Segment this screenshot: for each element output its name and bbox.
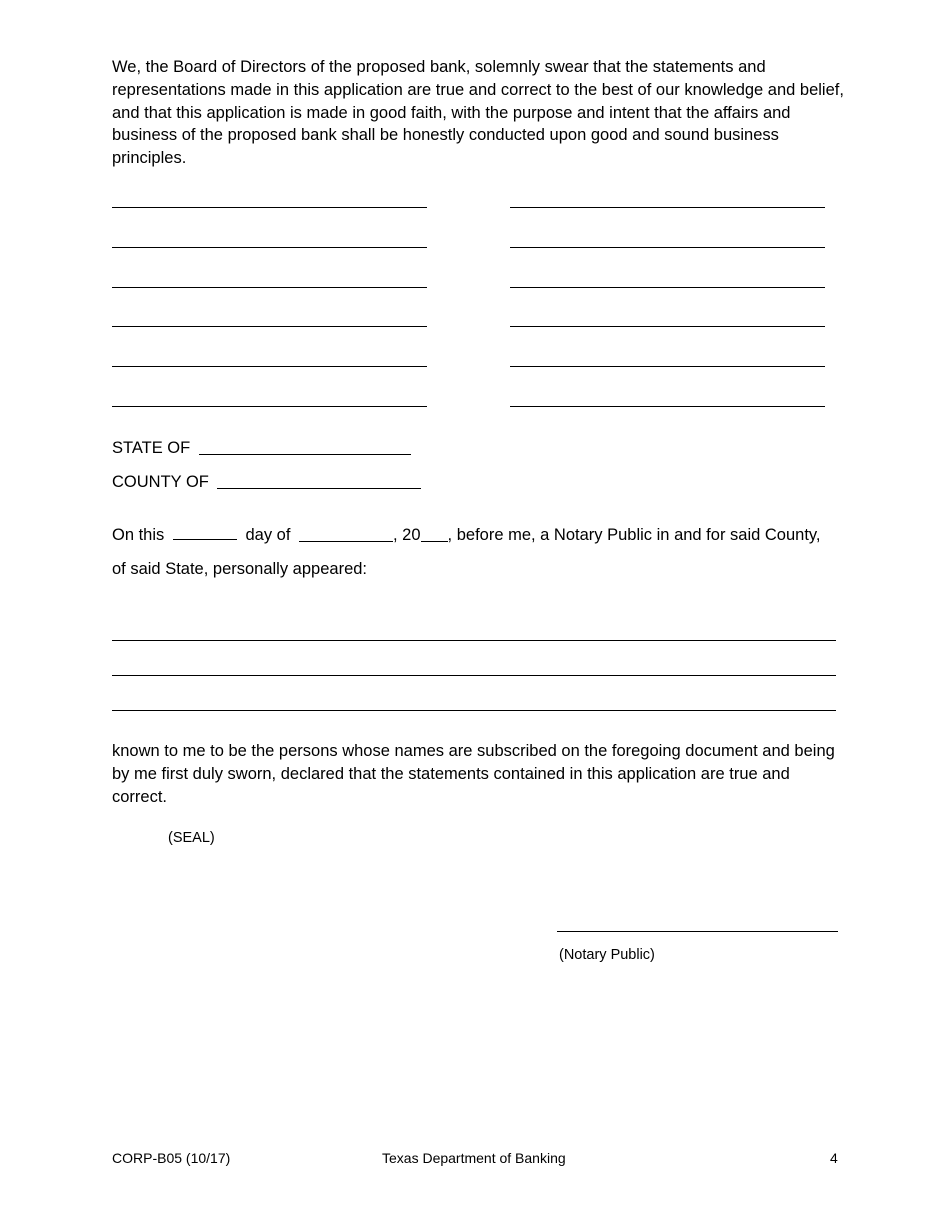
- footer-form-id: CORP-B05 (10/17): [112, 1150, 231, 1166]
- appeared-name-line[interactable]: [112, 710, 836, 711]
- state-label: STATE OF: [112, 439, 191, 457]
- state-blank[interactable]: [199, 454, 411, 455]
- year-blank[interactable]: [421, 541, 448, 542]
- state-field-row: [112, 437, 411, 459]
- footer-page-number: 4: [830, 1150, 838, 1166]
- director-signature-line[interactable]: [510, 247, 825, 248]
- director-signature-line[interactable]: [510, 287, 825, 288]
- county-label: COUNTY OF: [112, 473, 209, 491]
- day-of-text: day of: [245, 526, 291, 544]
- oath-paragraph: We, the Board of Directors of the proposed bank, solemnly swear that the statements and representations made in this application are true and correct to the best of our knowledge and belief, and that this application is made in good faith, with the purpose and intent that the affairs and business of the proposed bank shall be honestly conducted upon good and sound business principles.: [112, 58, 844, 168]
- director-signature-line[interactable]: [112, 366, 427, 367]
- director-signature-line[interactable]: [112, 247, 427, 248]
- year-prefix-text: , 20: [393, 526, 421, 544]
- known-paragraph: known to me to be the persons whose names are subscribed on the foregoing document and being by me first duly sworn, declared that the statements contained in this application are true and correct.: [112, 742, 835, 806]
- jurat-line-1: [112, 524, 821, 546]
- director-signature-line[interactable]: [112, 207, 427, 208]
- director-signature-line[interactable]: [112, 406, 427, 407]
- on-this-text: On this: [112, 526, 165, 544]
- month-blank[interactable]: [299, 541, 393, 542]
- footer-agency: Texas Department of Banking: [382, 1150, 566, 1166]
- notary-label: (Notary Public): [559, 947, 655, 963]
- county-field-row: [112, 471, 421, 493]
- county-blank[interactable]: [217, 488, 421, 489]
- director-signature-line[interactable]: [510, 366, 825, 367]
- jurat-line-2: of said State, personally appeared:: [112, 560, 368, 578]
- director-signature-line[interactable]: [510, 326, 825, 327]
- seal-label: (SEAL): [168, 830, 215, 846]
- director-signature-line[interactable]: [112, 287, 427, 288]
- notary-signature-line[interactable]: [557, 931, 838, 932]
- appeared-name-line[interactable]: [112, 640, 836, 641]
- before-me-text: , before me, a Notary Public in and for said County,: [447, 526, 821, 544]
- director-signature-line[interactable]: [510, 207, 825, 208]
- director-signature-line[interactable]: [112, 326, 427, 327]
- day-blank[interactable]: [173, 539, 237, 540]
- appeared-name-line[interactable]: [112, 675, 836, 676]
- director-signature-line[interactable]: [510, 406, 825, 407]
